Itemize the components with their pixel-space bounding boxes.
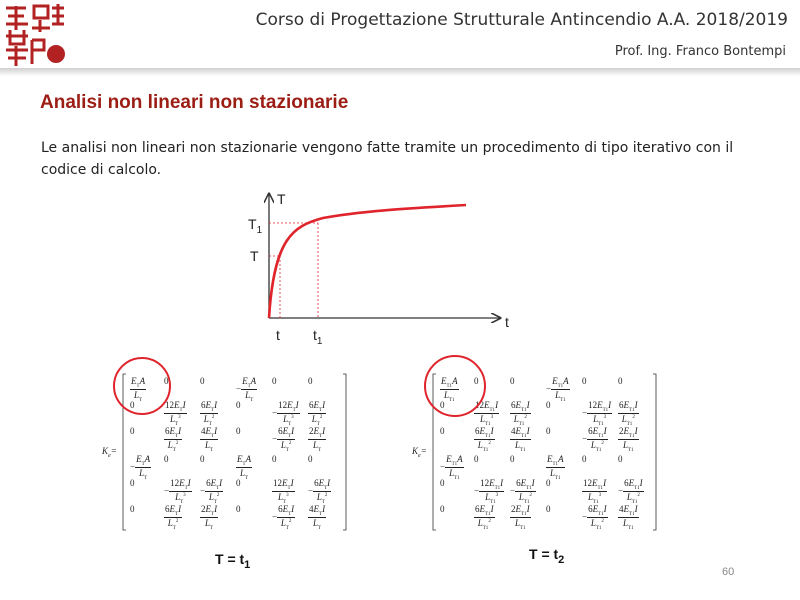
matrix-cell: 0 — [474, 376, 479, 386]
matrix-cell: 0 — [308, 376, 313, 386]
matrix-cell: $\frac{12E_TI}{L_T^3}$ — [273, 478, 294, 505]
matrix-cell: $\frac{6E_{T1}I}{L_{T1}^2}$ — [619, 400, 638, 427]
matrix-cell: 0 — [200, 376, 205, 386]
matrix-cell: 0 — [164, 376, 169, 386]
y-tick-T: T — [250, 248, 259, 264]
slide-text: Le analisi non lineari non stazionarie vengono fatte tramite un procedimento di tipo iterativo con il codice di calcolo. — [41, 140, 734, 178]
page-number: 60 — [722, 566, 735, 578]
matrix-cell: 0 — [440, 426, 445, 436]
header-divider — [0, 68, 800, 76]
temperature-time-graph — [238, 188, 528, 358]
matrix-cell: 0 — [440, 478, 445, 488]
matrix-cell: 0 — [618, 454, 623, 464]
matrix-label-t1: $T = t_1$ — [215, 551, 251, 571]
matrix-cell: $\frac{E_{T1}A}{L_{T1}}$ — [547, 454, 564, 481]
matrix-cell: 0 — [200, 454, 205, 464]
matrix-cell: $\frac{4E_{T1}I}{L_{T1}}$ — [619, 504, 638, 531]
matrix-cell: $\frac{12E_{T1}I}{L_{T1}^3}$ — [475, 400, 499, 427]
matrix-cell: − $\frac{6E_TI}{L_T^2}$ — [272, 504, 295, 531]
matrix-cell: − $\frac{E_TA}{L_T}$ — [130, 454, 151, 481]
highlight-circle-t1 — [113, 357, 171, 415]
matrix-cell: 0 — [236, 504, 241, 514]
matrix-cell: $\frac{2E_TI}{L_T}$ — [201, 504, 218, 531]
matrix-cell: 0 — [546, 400, 551, 410]
matrix-cell: − $\frac{E_{T1}A}{L_{T1}}$ — [546, 376, 569, 403]
matrix-lhs: $K_e=$ — [102, 446, 117, 459]
matrix-cell: $\frac{6E_{T1}I}{L_{T1}^2}$ — [475, 504, 494, 531]
matrix-cell: 0 — [510, 454, 515, 464]
highlight-circle-t2 — [424, 355, 486, 417]
matrix-cell: $\frac{4E_{T1}I}{L_{T1}}$ — [511, 426, 530, 453]
matrix-cell: 0 — [130, 504, 135, 514]
y-axis-label: T — [277, 191, 286, 207]
matrix-cell: − $\frac{12E_{T1}I}{L_{T1}^3}$ — [474, 478, 504, 505]
matrix-cell: $\frac{6E_TI}{L_T^2}$ — [201, 400, 218, 427]
matrix-cell: 0 — [510, 376, 515, 386]
matrix-cell: $\frac{2E_TI}{L_T}$ — [309, 426, 326, 453]
x-tick-t: t — [276, 327, 280, 343]
matrix-cell: 0 — [474, 454, 479, 464]
matrix-label-t2: $T = t_2$ — [529, 546, 565, 566]
matrix-cell: 0 — [618, 376, 623, 386]
matrix-cell: − $\frac{6E_{T1}I}{L_{T1}^2}$ — [582, 426, 607, 453]
matrix-cell: 0 — [582, 376, 587, 386]
matrix-cell: 0 — [440, 400, 445, 410]
matrix-cell: − $\frac{12E_{T1}I}{L_{T1}^3}$ — [582, 400, 612, 427]
matrix-cell: 0 — [236, 426, 241, 436]
matrix-cell: $\frac{6E_TI}{L_T^2}$ — [165, 426, 182, 453]
matrix-cell: $\frac{6E_{T1}I}{L_{T1}^2}$ — [475, 426, 494, 453]
matrix-cell: − $\frac{6E_TI}{L_T^2}$ — [308, 478, 331, 505]
matrix-cell: $\frac{E_{T1}A}{L_{T1}}$ — [441, 376, 458, 403]
matrix-cell: 0 — [236, 478, 241, 488]
matrix-cell: 0 — [546, 478, 551, 488]
matrix-cell: − $\frac{6E_TI}{L_T^2}$ — [272, 426, 295, 453]
x-tick-t1: $t_1$ — [313, 327, 323, 347]
matrix-cell: 0 — [236, 400, 241, 410]
course-title: Corso di Progettazione Strutturale Antincendio A.A. 2018/2019 — [255, 10, 788, 30]
matrix-cell: 0 — [130, 478, 135, 488]
matrix-cell: 0 — [272, 376, 277, 386]
matrix-cell: 0 — [546, 426, 551, 436]
matrix-cell: $\frac{E_TA}{L_T}$ — [237, 454, 252, 481]
matrix-cell: 0 — [164, 454, 169, 464]
matrix-cell: $\frac{12E_TI}{L_T^3}$ — [165, 400, 186, 427]
matrix-cell: 0 — [130, 426, 135, 436]
professor-name: Prof. Ing. Franco Bontempi — [614, 44, 786, 59]
temperature-curve — [269, 205, 466, 318]
matrix-cell: − $\frac{6E_{T1}I}{L_{T1}^2}$ — [510, 478, 535, 505]
matrix-cell: − $\frac{12E_TI}{L_T^3}$ — [272, 400, 299, 427]
x-axis-label: t — [505, 314, 509, 330]
y-tick-T1: $T_1$ — [248, 216, 263, 236]
matrix-cell: − $\frac{6E_{T1}I}{L_{T1}^2}$ — [582, 504, 607, 531]
matrix-cell: $\frac{6E_{T1}I}{L_{T1}^2}$ — [511, 400, 530, 427]
matrix-cell: $\frac{E_TA}{L_T}$ — [131, 376, 146, 403]
matrix-cell: $\frac{6E_TI}{L_T^2}$ — [309, 400, 326, 427]
university-logo — [0, 0, 68, 68]
matrix-cell: − $\frac{12E_TI}{L_T^3}$ — [164, 478, 191, 505]
matrix-cell: $\frac{4E_TI}{L_T}$ — [309, 504, 326, 531]
matrix-cell: − $\frac{6E_{T1}I}{L_{T1}^2}$ — [618, 478, 643, 505]
matrix-lhs: $K_e=$ — [412, 446, 427, 459]
matrix-cell: 0 — [582, 454, 587, 464]
matrix-cell: − $\frac{E_{T1}A}{L_{T1}}$ — [440, 454, 463, 481]
matrix-cell: $\frac{2E_{T1}I}{L_{T1}}$ — [619, 426, 638, 453]
matrix-cell: $\frac{12E_{T1}I}{L_{T1}^3}$ — [583, 478, 607, 505]
matrix-cell: 0 — [272, 454, 277, 464]
matrix-cell: 0 — [130, 400, 135, 410]
matrix-cell: $\frac{4E_TI}{L_T}$ — [201, 426, 218, 453]
matrix-cell: 0 — [308, 454, 313, 464]
matrix-cell: $\frac{2E_{T1}I}{L_{T1}}$ — [511, 504, 530, 531]
matrix-cell: − $\frac{6E_TI}{L_T^2}$ — [200, 478, 223, 505]
matrix-cell: $\frac{6E_TI}{L_T^2}$ — [165, 504, 182, 531]
matrix-cell: − $\frac{E_TA}{L_T}$ — [236, 376, 257, 403]
slide-title: Analisi non lineari non stazionarie — [40, 92, 349, 113]
matrix-cell: 0 — [546, 504, 551, 514]
matrix-cell: 0 — [440, 504, 445, 514]
